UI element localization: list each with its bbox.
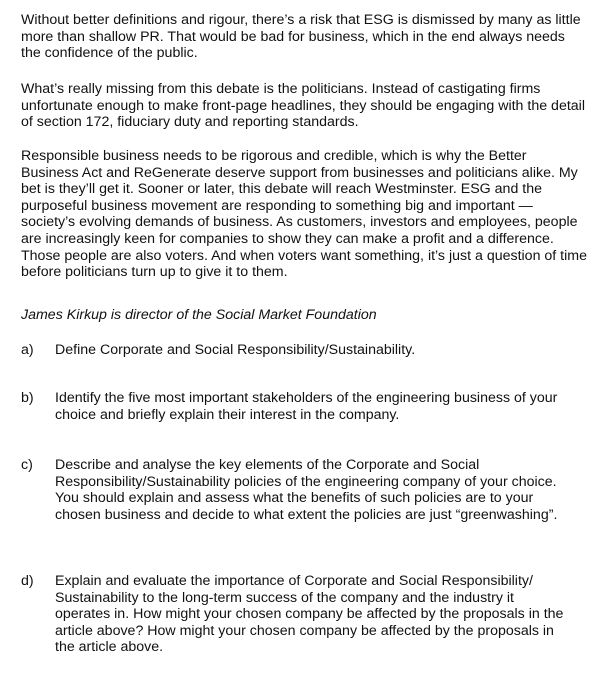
question-d-text: Explain and evaluate the importance of Corporate and Social Responsibility/ Sustainability to the long-term success of the company and the industry it operates in. How might your chosen company be affected by the proposals in the article above? How might your chosen company be affected by the proposals in the article above. — [55, 573, 564, 656]
question-b-letter: b) — [21, 390, 34, 406]
question-c-text: Describe and analyse the key elements of the Corporate and Social Responsibility/Sustainability policies of the engineering company of your choice. You should explain and assess what the benefits of such policies are to your chosen business and decide to what extent the policies are just “greenwashing”. — [55, 457, 558, 523]
author-byline: James Kirkup is director of the Social Market Foundation — [21, 307, 377, 323]
article-paragraph-1: Without better definitions and rigour, there’s a risk that ESG is dismissed by many as little more than shallow PR. That would be bad for business, which in the end always needs the confidence of the public. — [21, 12, 581, 62]
question-a-text: Define Corporate and Social Responsibility/Sustainability. — [55, 342, 416, 358]
question-a-letter: a) — [21, 342, 34, 358]
question-d-letter: d) — [21, 573, 34, 589]
question-c-letter: c) — [21, 457, 33, 473]
question-b-text: Identify the five most important stakeholders of the engineering business of your choice and briefly explain their interest in the company. — [55, 390, 558, 423]
article-paragraph-2: What’s really missing from this debate is the politicians. Instead of castigating firms unfortunate enough to make front-page headlines, they should be engaging with the detail of section 172, fiduciary duty and reporting standards. — [21, 81, 585, 131]
article-paragraph-3: Responsible business needs to be rigorous and credible, which is why the Better Business Act and ReGenerate deserve support from businesses and politicians alike. My bet is they’ll get it. Sooner or later, this debate will reach Westminster. ESG and the purposeful business movement are responding to something big and important — society’s evolving demands of business. As customers, investors and employees, people are increasingly keen for companies to show they can make a profit and a difference. Those people are also voters. And when voters want something, it’s just a question of time before politicians turn up to give it to them. — [21, 148, 587, 281]
